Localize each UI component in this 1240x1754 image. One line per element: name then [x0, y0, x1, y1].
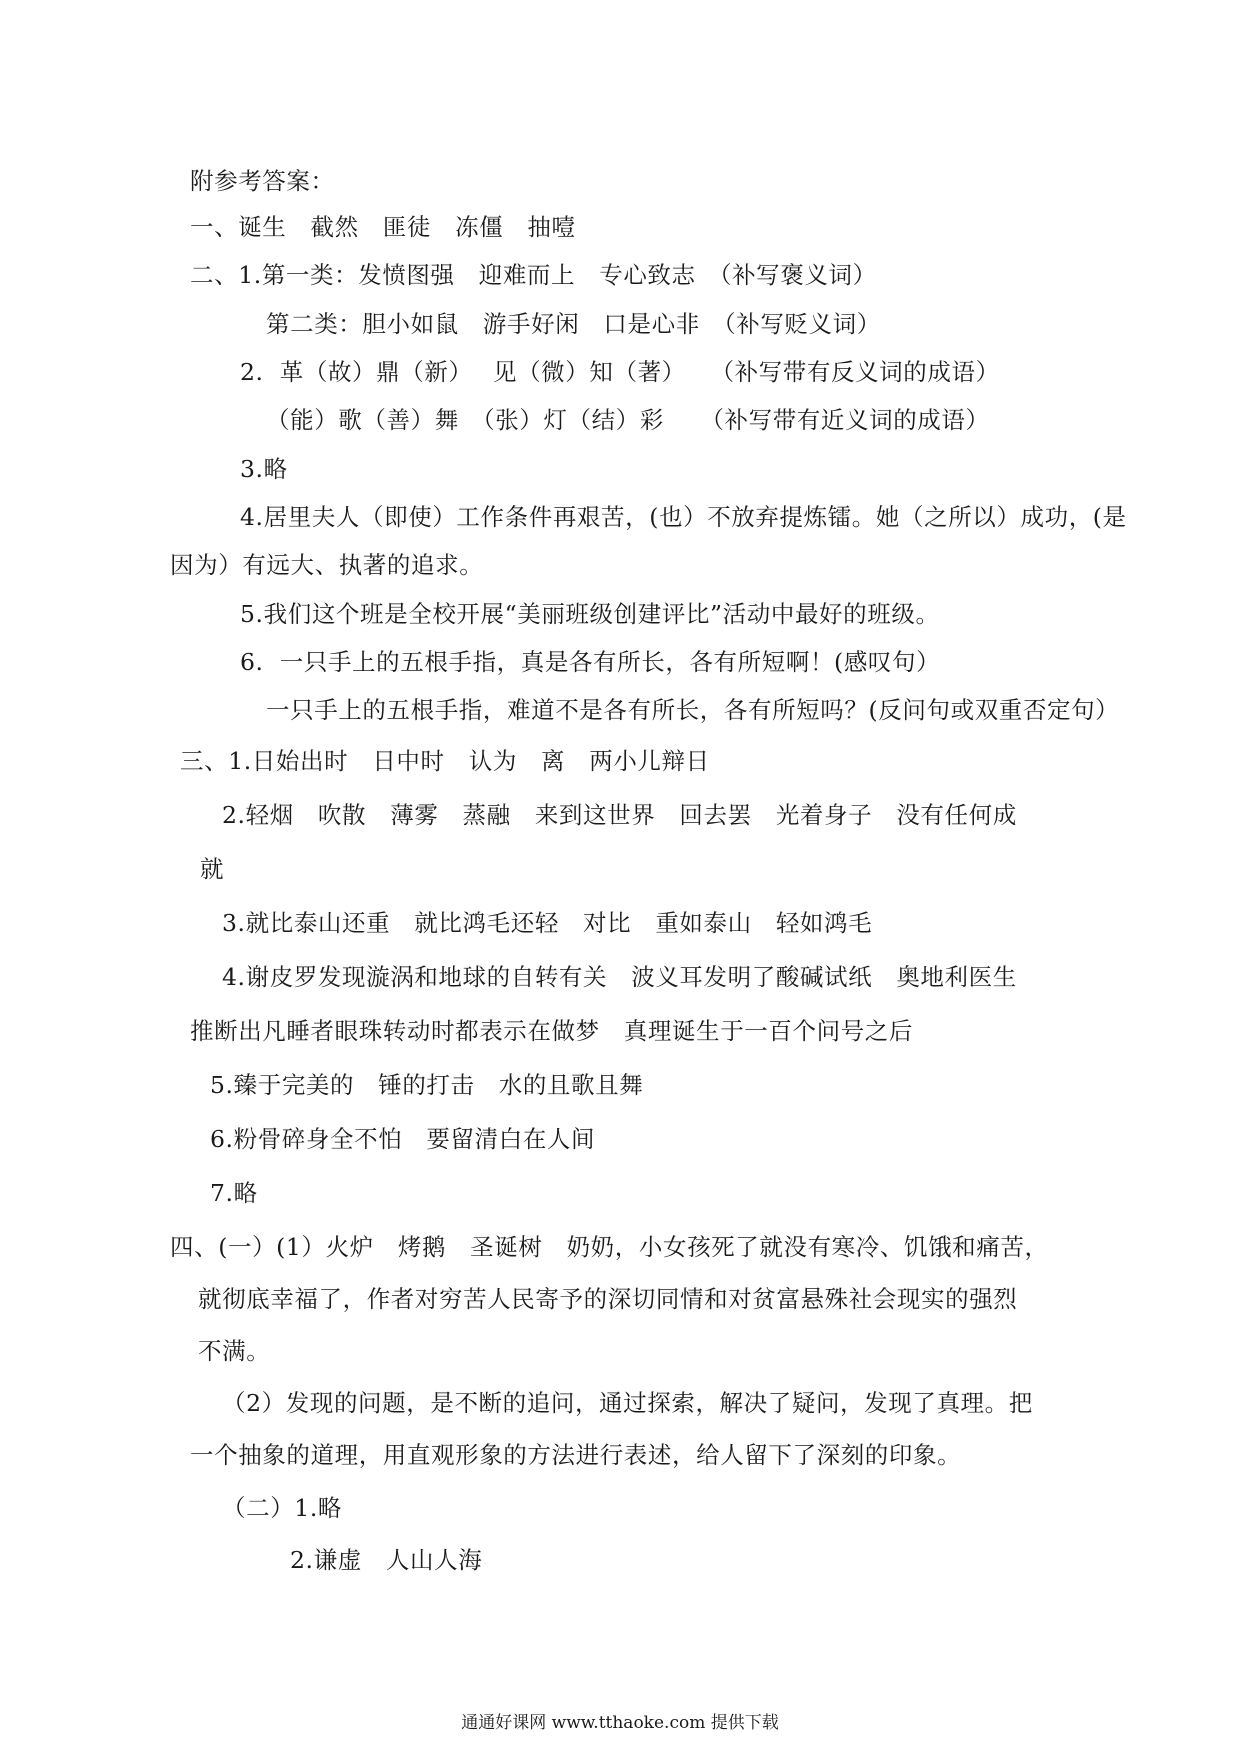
answer-line-7: 4.居里夫人（即使）工作条件再艰苦，(也）不放弃提炼镭。她（之所以）成功，(是	[240, 503, 1127, 531]
answer-line-3: 第二类：胆小如鼠 游手好闲 口是心非 （补写贬义词）	[266, 310, 881, 338]
answer-line-26: （二）1.略	[222, 1494, 343, 1522]
answer-line-5: （能）歌（善）舞 （张）灯（结）彩 （补写带有近义词的成语）	[266, 406, 990, 434]
answer-line-21: 四、(一）(1）火炉 烤鹅 圣诞树 奶奶，小女孩死了就没有寒冷、饥饿和痛苦，	[170, 1233, 1049, 1261]
answer-line-4: 2. 革（故）鼎（新） 见（微）知（著） （补写带有反义词的成语）	[240, 358, 1000, 386]
answer-line-2: 二、1.第一类：发愤图强 迎难而上 专心致志 （补写褒义词）	[190, 261, 877, 289]
answer-line-6: 3.略	[240, 455, 288, 483]
answer-line-9: 5.我们这个班是全校开展“美丽班级创建评比”活动中最好的班级。	[240, 600, 940, 628]
answer-line-17: 推断出凡睡者眼珠转动时都表示在做梦 真理诞生于一百个问号之后	[190, 1017, 913, 1045]
answer-line-14: 就	[200, 855, 225, 883]
answer-line-16: 4.谢皮罗发现漩涡和地球的自转有关 波义耳发明了酸碱试纸 奥地利医生	[222, 963, 1017, 991]
answer-line-19: 6.粉骨碎身全不怕 要留清白在人间	[210, 1125, 596, 1153]
answer-line-11: 一只手上的五根手指，难道不是各有所长，各有所短吗？(反问句或双重否定句）	[266, 696, 1120, 724]
answer-heading: 附参考答案：	[190, 167, 335, 195]
answer-line-10: 6. 一只手上的五根手指，真是各有所长，各有所短啊！(感叹句）	[240, 648, 941, 676]
answer-line-23: 不满。	[198, 1337, 271, 1365]
answer-line-15: 3.就比泰山还重 就比鸿毛还轻 对比 重如泰山 轻如鸿毛	[222, 909, 873, 937]
answer-line-27: 2.谦虚 人山人海	[290, 1546, 483, 1574]
answer-line-1: 一、诞生 截然 匪徒 冻僵 抽噎	[190, 213, 576, 241]
answer-line-22: 就彻底幸福了，作者对穷苦人民寄予的深切同情和对贫富悬殊社会现实的强烈	[198, 1285, 1018, 1313]
answer-line-25: 一个抽象的道理，用直观形象的方法进行表述，给人留下了深刻的印象。	[190, 1441, 962, 1469]
answer-line-12: 三、1.日始出时 日中时 认为 离 两小儿辩日	[180, 747, 710, 775]
answer-line-24: （2）发现的问题，是不断的追问，通过探索，解决了疑问，发现了真理。把	[222, 1389, 1033, 1417]
answer-line-20: 7.略	[210, 1179, 258, 1207]
page-footer: 通通好课网 www.tthaoke.com 提供下载	[461, 1713, 779, 1733]
answer-line-13: 2.轻烟 吹散 薄雾 蒸融 来到这世界 回去罢 光着身子 没有任何成	[222, 801, 1017, 829]
answer-line-8: 因为）有远大、执著的追求。	[170, 551, 484, 579]
answer-line-18: 5.臻于完美的 锤的打击 水的且歌且舞	[210, 1071, 644, 1099]
